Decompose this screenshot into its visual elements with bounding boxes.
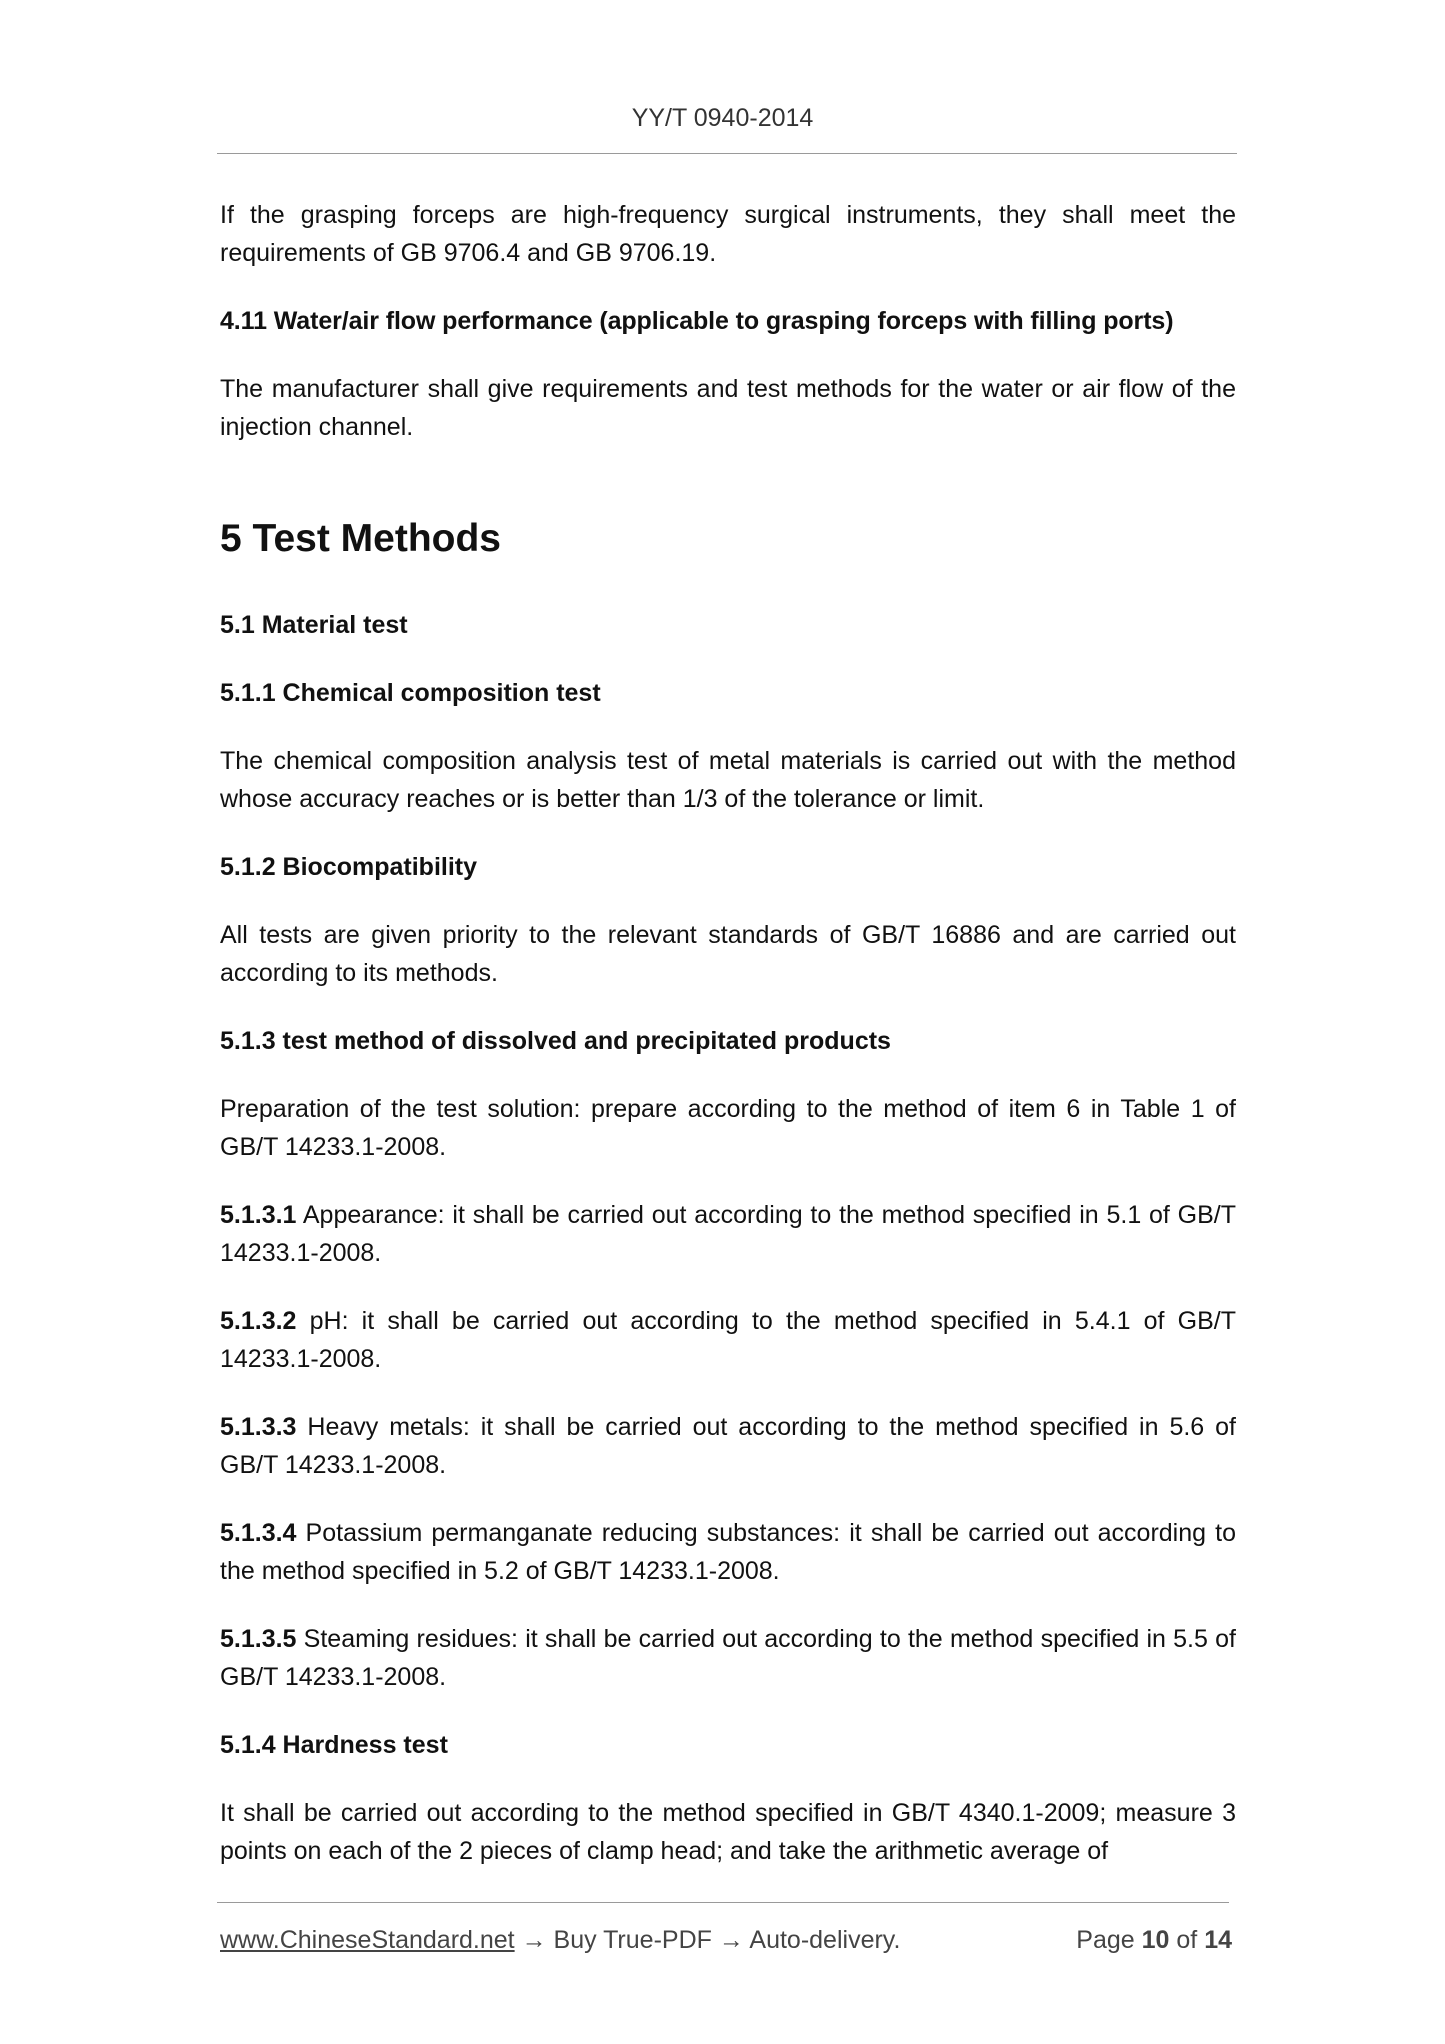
- section-5-1-4-heading: 5.1.4 Hardness test: [220, 1731, 448, 1759]
- section-4-11-heading: 4.11 Water/air flow performance (applicable to grasping forceps with filling ports): [220, 307, 1174, 335]
- header-divider: [217, 153, 1237, 154]
- section-5-1-2-text: All tests are given priority to the relevant standards of GB/T 16886 and are carried out according to its methods.: [220, 921, 1236, 987]
- section-4-11-text: The manufacturer shall give requirements and test methods for the water or air flow of the injection channel.: [220, 375, 1236, 441]
- current-page-number: 10: [1141, 1926, 1170, 1954]
- item-number: 5.1.3.5: [220, 1625, 297, 1653]
- section-5-1-4-text: It shall be carried out according to the method specified in GB/T 4340.1-2009; measure 3 points on each of the 2 pieces of clamp head; and take the arithmetic average of: [220, 1799, 1236, 1865]
- section-5-1-3-text: Preparation of the test solution: prepare according to the method of item 6 in Table 1 of GB/T 14233.1-2008.: [220, 1095, 1236, 1161]
- section-5-1-1-text: The chemical composition analysis test of metal materials is carried out with the method whose accuracy reaches or is better than 1/3 of the tolerance or limit.: [220, 747, 1236, 813]
- section-5-1-1-heading: 5.1.1 Chemical composition test: [220, 679, 601, 707]
- page-label: Page: [1076, 1926, 1135, 1954]
- page-content: [220, 196, 1236, 1870]
- total-pages-number: 14: [1204, 1926, 1232, 1954]
- item-text: Appearance: it shall be carried out according to the method specified in 5.1 of GB/T 14233.1-2008.: [220, 1201, 1236, 1267]
- item-text: Potassium permanganate reducing substances: it shall be carried out according to the method specified in 5.2 of GB/T 14233.1-2008.: [220, 1519, 1236, 1585]
- item-number: 5.1.3.3: [220, 1413, 297, 1441]
- item-5-1-3-1: [220, 1196, 1236, 1272]
- document-id-header: YY/T 0940-2014: [631, 104, 814, 132]
- footer-divider: [217, 1902, 1229, 1903]
- item-text: Steaming residues: it shall be carried out according to the method specified in 5.5 of GB/T 14233.1-2008.: [220, 1625, 1236, 1691]
- page-indicator: [1076, 1922, 1232, 1958]
- footer-promo-text: → Buy True-PDF → Auto-delivery.: [514, 1926, 901, 1954]
- item-text: Heavy metals: it shall be carried out according to the method specified in 5.6 of GB/T 14233.1-2008.: [220, 1413, 1236, 1479]
- section-5-1-3-heading: 5.1.3 test method of dissolved and precipitated products: [220, 1027, 891, 1055]
- item-text: pH: it shall be carried out according to the method specified in 5.4.1 of GB/T 14233.1-2008.: [220, 1307, 1236, 1373]
- item-5-1-3-2: [220, 1302, 1236, 1378]
- item-5-1-3-4: [220, 1514, 1236, 1590]
- section-5-heading: 5 Test Methods: [220, 517, 501, 560]
- section-5-1-heading: 5.1 Material test: [220, 611, 408, 639]
- website-link[interactable]: www.ChineseStandard.net: [220, 1926, 515, 1954]
- item-5-1-3-3: [220, 1408, 1236, 1484]
- item-5-1-3-5: [220, 1620, 1236, 1696]
- paragraph-hf-instruments: If the grasping forceps are high-frequency surgical instruments, they shall meet the requirements of GB 9706.4 and GB 9706.19.: [220, 201, 1236, 267]
- section-5-1-2-heading: 5.1.2 Biocompatibility: [220, 853, 478, 881]
- item-number: 5.1.3.4: [220, 1519, 297, 1547]
- page-footer: [220, 1922, 1232, 1958]
- page-of-label: of: [1176, 1926, 1198, 1954]
- item-number: 5.1.3.2: [220, 1307, 297, 1335]
- item-number: 5.1.3.1: [220, 1201, 297, 1229]
